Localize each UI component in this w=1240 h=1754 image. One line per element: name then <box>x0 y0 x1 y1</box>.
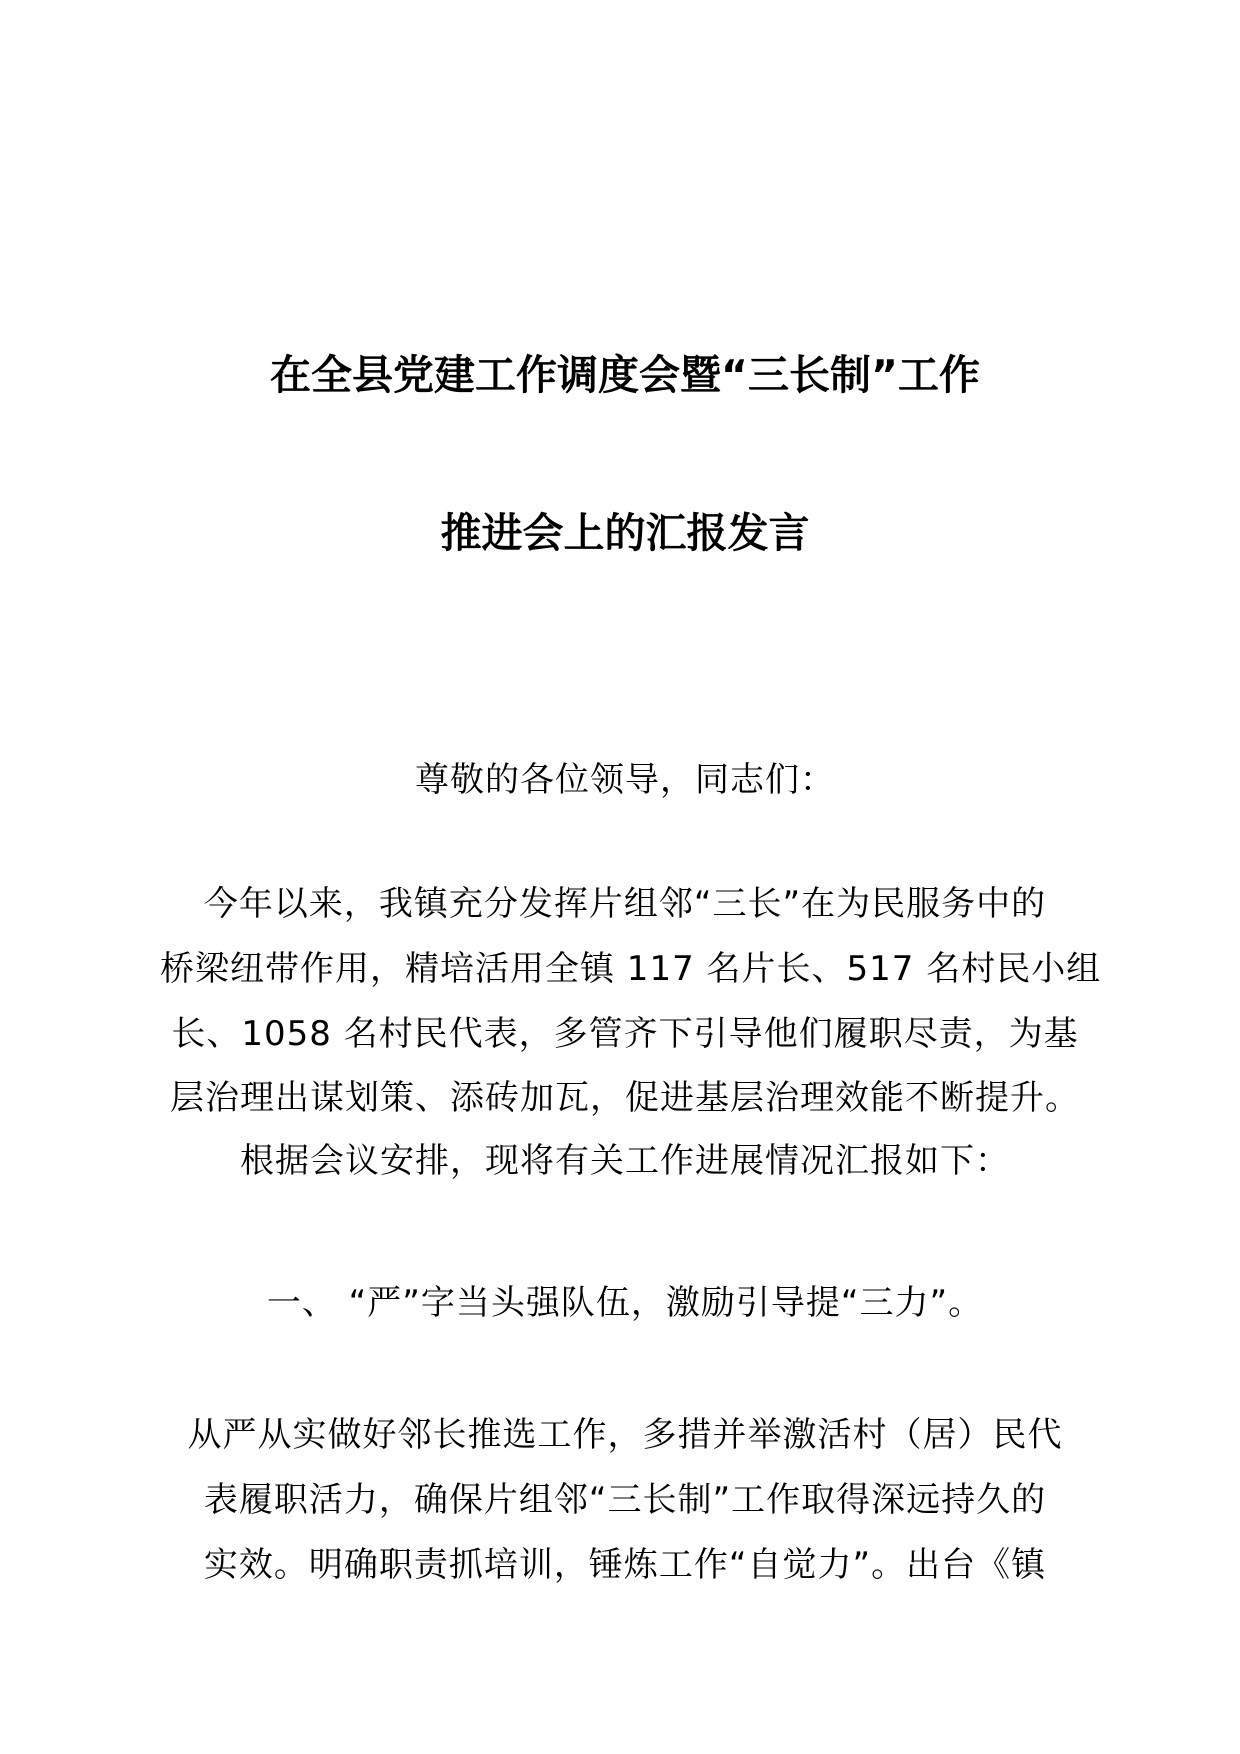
title-line-2: 推进会上的汇报发言 <box>440 509 810 557</box>
intro-line: 桥梁纽带作用，精培活用全镇 117 名片长、517 名村民小组 <box>160 949 1102 989</box>
greeting: 尊敬的各位领导，同志们： <box>415 760 835 800</box>
intro-line: 根据会议安排，现将有关工作进展情况汇报如下： <box>240 1141 1010 1181</box>
intro-line: 长、1058 名村民代表，多管齐下引导他们履职尽责，为基 <box>171 1014 1079 1054</box>
section-line: 实效。明确职责抓培训，锤炼工作“自觉力”。出台《镇 <box>203 1545 1047 1585</box>
intro-line: 层治理出谋划策、添砖加瓦，促进基层治理效能不断提升。 <box>170 1078 1080 1118</box>
section-line: 从严从实做好邻长推选工作，多措并举激活村（居）民代 <box>187 1415 1063 1455</box>
section-line: 表履职活力，确保片组邻“三长制”工作取得深远持久的 <box>203 1480 1047 1520</box>
intro-line: 今年以来，我镇充分发挥片组邻“三长”在为民服务中的 <box>203 884 1047 924</box>
section-heading: 一、 “严”字当头强队伍，激励引导提“三力”。 <box>266 1283 984 1323</box>
title-line-1: 在全县党建工作调度会暨“三长制”工作 <box>270 351 980 399</box>
